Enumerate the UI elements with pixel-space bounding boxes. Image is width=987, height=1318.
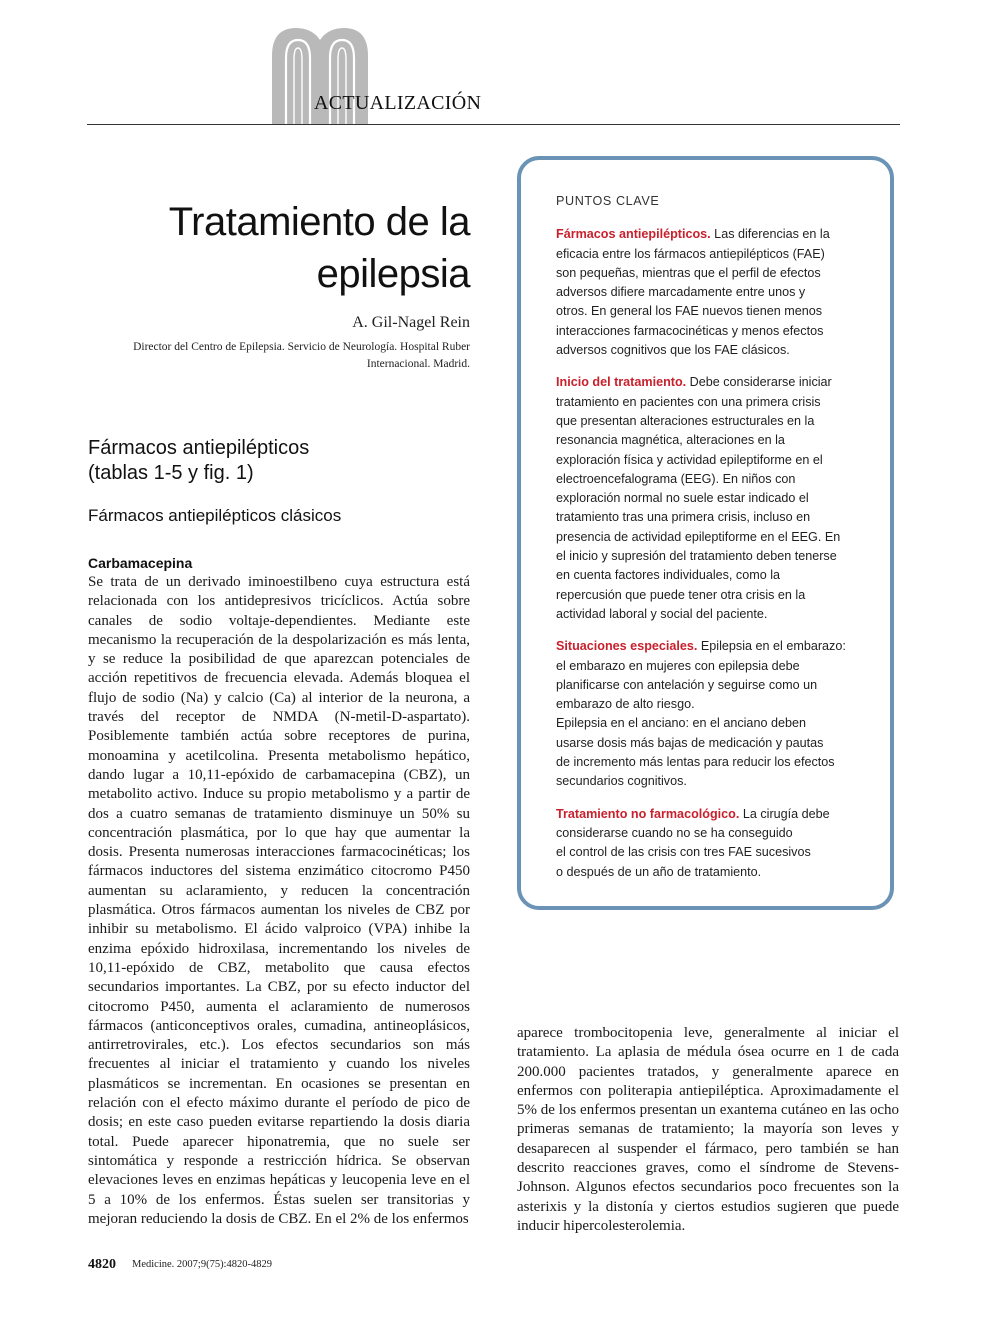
key-point-item	[556, 637, 866, 791]
key-point-line: eficacia entre los fármacos antiepilépticos (FAE)	[556, 246, 825, 261]
key-point-item	[556, 805, 866, 882]
page-number: 4820	[88, 1257, 116, 1272]
article-title	[88, 196, 470, 300]
key-point-line: el inicio y supresión del tratamiento deben tenerse	[556, 549, 837, 564]
key-point-line: en cuenta factores individuales, como la	[556, 568, 781, 583]
key-point-line: repercusión que puede tener otra crisis en la	[556, 587, 806, 602]
key-point-line: Inicio del tratamiento. Debe considerarse iniciar	[556, 375, 832, 390]
key-point-line: actividad laboral y social del paciente.	[556, 606, 768, 621]
key-point-line: interacciones farmacocinéticas y menos efectos	[556, 323, 824, 338]
key-point-line: adversos cognitivos que los FAE clásicos.	[556, 343, 790, 358]
affiliation-line1: Director del Centro de Epilepsia. Servicio de Neurología. Hospital Ruber	[133, 341, 470, 353]
affiliation-line2: Internacional. Madrid.	[366, 358, 470, 370]
key-point-line: usarse dosis más bajas de medicación y pautas	[556, 735, 824, 750]
section-heading-line1: Fármacos antiepilépticos	[88, 437, 310, 459]
key-points-content	[556, 192, 866, 895]
key-point-line: que presentan alteraciones estructurales en la	[556, 413, 815, 428]
key-point-line: son pequeñas, mientras que el perfil de efectos	[556, 265, 821, 280]
key-point-line: embarazo de alto riesgo.	[556, 697, 695, 712]
key-points-title: PUNTOS CLAVE	[556, 194, 660, 208]
key-point-line: considerarse cuando no se ha conseguido	[556, 825, 793, 840]
key-point-line: o después de un año de tratamiento.	[556, 864, 762, 879]
article-title-line1: Tratamiento de la	[168, 200, 470, 244]
key-point-item	[556, 373, 866, 624]
key-point-line: planificarse con antelación y seguirse como un	[556, 677, 818, 692]
key-point-line: de incremento más lentas para reducir los efectos	[556, 755, 835, 770]
key-points-list	[556, 225, 866, 882]
key-point-line: presencia de actividad epileptiforme en el EEG. En	[556, 529, 841, 544]
author-affiliation	[88, 339, 470, 373]
key-point-line: exploración física y actividad epileptiforme en el	[556, 452, 823, 467]
key-point-heading: Situaciones especiales.	[556, 639, 698, 654]
key-point-line: adversos difiere marcadamente entre unos y	[556, 285, 806, 300]
header-rule	[87, 124, 900, 125]
body-text-left-column: Se trata de un derivado iminoestilbeno cuya estructura está relacionada con los antidepresivos tricíclicos. Actúa sobre canales de sodio voltaje-dependientes. Mediante este mecanismo la recuperación de la despolarización es más lenta, y se reduce la posibilidad de que aparezcan potenciales de acción repetitivos de frecuencia elevada. Además bloquea el flujo de sodio (Na) y calcio (Ca) al interior de la neurona, a través del receptor de NMDA (N-metil-D-aspartato). Posiblemente también actúa sobre receptores de purina, monoamina y acetilcolina. Presenta metabolismo hepático, dando lugar a 10,11-epóxido de carbamacepina (CBZ), un metabolito activo. Induce su propio metabolismo y a partir de dos a cuatro semanas de tratamiento disminuye un 50% su concentración plasmática, por lo que hay que aumentar la dosis. Presenta numerosas interacciones farmacocinéticas; los fármacos inductores del sistema enzimático citocromo P450 aumentan su aclaramiento, y reducen la concentración plasmática. Otros fármacos aumentan los niveles de CBZ por inhibir su metabolismo. El ácido valproico (VPA) inhibe la enzima epóxido hidroxilasa, incrementando los niveles de 10,11-epóxido de CBZ, metabolito que causa efectos secundarios importantes. La CBZ, por su efecto inductor del citocromo P450, aumenta el aclaramiento de numerosos fármacos (anticonceptivos orales, cumadina, antineoplásicos, antirretrovirales, etc.). Los efectos secundarios son más frecuentes al iniciar el tratamiento y cuando los niveles plasmáticos se incrementan. En ocasiones se presentan en relación con el efecto máximo durante el período de pico de dosis; en este caso pueden evitarse repartiendo la dosis diaria total. Puede aparecer hiponatremia, que no suele ser sintomática y responde a restricción hídrica. Se observan elevaciones leves en enzimas hepáticas y leucopenia leve en el 5 a 10% de los enfermos. Éstas suelen ser transitorias y mejoran reduciendo la dosis de CBZ. En el 2% de los enfermos	[88, 574, 470, 1227]
key-point-line: Fármacos antiepilépticos. Las diferencias en la	[556, 227, 830, 242]
subsection-heading: Fármacos antiepilépticos clásicos	[88, 506, 342, 525]
key-point-item	[556, 225, 866, 360]
key-point-line: el control de las crisis con tres FAE sucesivos	[556, 845, 811, 860]
key-point-line: otros. En general los FAE nuevos tienen menos	[556, 304, 823, 319]
section-label: ACTUALIZACIÓN	[314, 92, 482, 114]
section-heading-line2: (tablas 1-5 y fig. 1)	[88, 462, 254, 484]
key-point-line: Situaciones especiales. Epilepsia en el embarazo:	[556, 639, 846, 654]
key-point-line: secundarios cognitivos.	[556, 774, 687, 789]
key-point-heading: Inicio del tratamiento.	[556, 375, 687, 390]
body-text-right-column: aparece trombocitopenia leve, generalmente al iniciar el tratamiento. La aplasia de médula ósea ocurre en 1 de cada 200.000 pacientes tratados, y generalmente aparece en enfermos con politerapia antiepiléptica. Aproximadamente el 5% de los enfermos presentan un exantema cutáneo en las ocho primeras semanas de tratamiento; la mayoría son leves y desaparecen al suspender el fármaco, pero también se han descrito reacciones graves, como el síndrome de Stevens-Johnson. Algunos efectos secundarios poco frecuentes son la asterixis y la distonía y ciertos estudios sugieren que puede inducir hipercolesterolemia.	[517, 1025, 899, 1234]
key-points-box	[517, 156, 894, 910]
key-point-line: Tratamiento no farmacológico. La cirugía debe	[556, 806, 830, 821]
key-point-line: tratamiento tras una primera crisis, incluso en	[556, 510, 811, 525]
key-point-line: electroencefalograma (EEG). En niños con	[556, 471, 796, 486]
author-name: A. Gil-Nagel Rein	[352, 314, 470, 331]
citation: Medicine. 2007;9(75):4820-4829	[132, 1259, 272, 1270]
key-point-line: Epilepsia en el anciano: en el anciano deben	[556, 716, 806, 731]
key-point-line: el embarazo en mujeres con epilepsia debe	[556, 658, 800, 673]
key-point-line: tratamiento en pacientes con una primera crisis	[556, 394, 821, 409]
key-point-heading: Fármacos antiepilépticos.	[556, 227, 711, 242]
key-point-line: resonancia magnética, alteraciones en la	[556, 433, 785, 448]
drug-heading: Carbamacepina	[88, 555, 193, 571]
key-point-line: exploración normal no suele estar indicado el	[556, 491, 809, 506]
article-title-line2: epilepsia	[316, 252, 470, 296]
section-heading	[88, 436, 470, 486]
key-point-heading: Tratamiento no farmacológico.	[556, 806, 740, 821]
